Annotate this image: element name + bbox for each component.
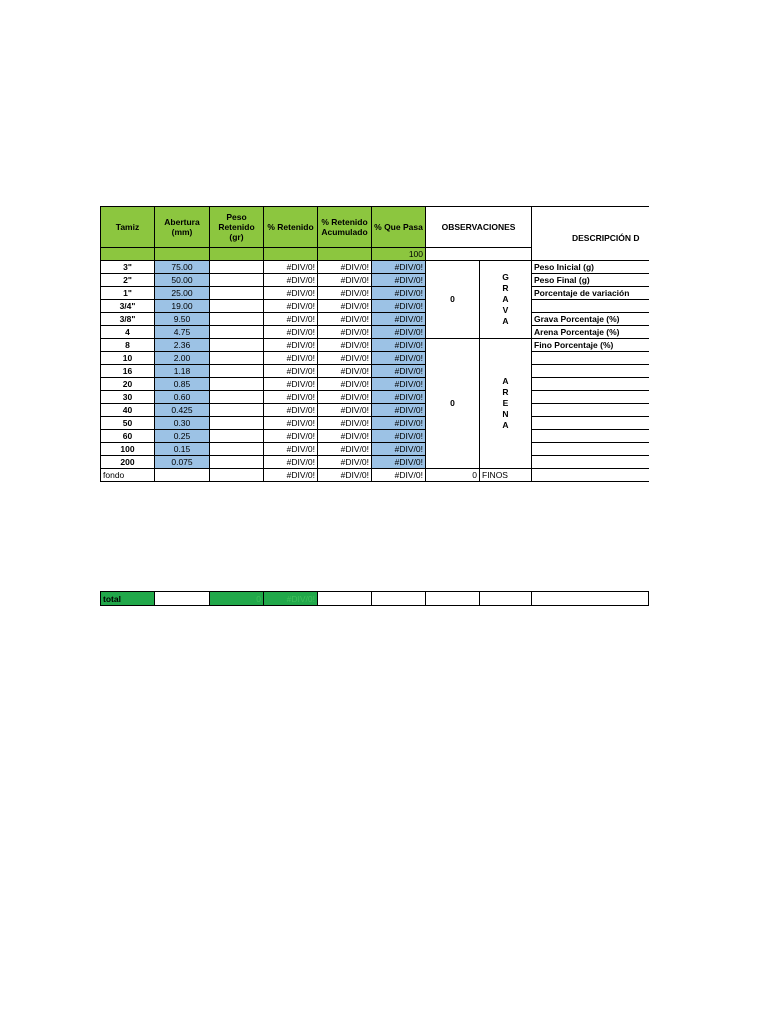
- pct-retenido-cell[interactable]: #DIV/0!: [264, 430, 318, 443]
- tamiz-cell[interactable]: 60: [101, 430, 155, 443]
- abertura-cell[interactable]: 0.30: [155, 417, 210, 430]
- peso-cell[interactable]: [210, 404, 264, 417]
- peso-cell[interactable]: [210, 287, 264, 300]
- pct-acumulado-cell[interactable]: #DIV/0!: [318, 417, 372, 430]
- cell[interactable]: [480, 592, 532, 606]
- grava-letter: G: [502, 272, 509, 282]
- peso-cell[interactable]: [210, 326, 264, 339]
- pct-acumulado-cell[interactable]: #DIV/0!: [318, 365, 372, 378]
- abertura-cell[interactable]: 19.00: [155, 300, 210, 313]
- tamiz-cell[interactable]: 20: [101, 378, 155, 391]
- cell[interactable]: [318, 248, 372, 261]
- abertura-cell[interactable]: 25.00: [155, 287, 210, 300]
- total-table: [100, 591, 649, 606]
- desc-cell[interactable]: Arena Porcentaje (%): [532, 326, 649, 339]
- pct-retenido-cell[interactable]: #DIV/0!: [264, 313, 318, 326]
- cell[interactable]: [155, 592, 210, 606]
- desc-cell[interactable]: Porcentaje de variación: [532, 287, 649, 300]
- tamiz-cell[interactable]: 8: [101, 339, 155, 352]
- pct-retenido-cell[interactable]: #DIV/0!: [264, 261, 318, 274]
- desc-cell[interactable]: Peso Inicial (g): [532, 261, 649, 274]
- pct-pasa-cell[interactable]: #DIV/0!: [372, 352, 426, 365]
- peso-cell[interactable]: [210, 378, 264, 391]
- header-tamiz[interactable]: Tamiz: [101, 207, 155, 248]
- arena-label: [480, 339, 532, 469]
- arena-letter: E: [502, 398, 509, 408]
- table-row: [101, 391, 649, 404]
- pct-acumulado-cell[interactable]: #DIV/0!: [318, 430, 372, 443]
- pct-retenido-cell[interactable]: #DIV/0!: [264, 352, 318, 365]
- desc-cell[interactable]: [532, 469, 649, 482]
- total-peso[interactable]: 0: [210, 592, 264, 606]
- header-peso-retenido[interactable]: Peso Retenido (gr): [210, 207, 264, 248]
- desc-cell[interactable]: [532, 443, 649, 456]
- desc-cell[interactable]: Peso Final (g): [532, 274, 649, 287]
- tamiz-cell[interactable]: 2": [101, 274, 155, 287]
- pct-acumulado-cell[interactable]: #DIV/0!: [318, 326, 372, 339]
- header-pct-que-pasa[interactable]: % Que Pasa: [372, 207, 426, 248]
- initial-pasa-cell[interactable]: 100: [372, 248, 426, 261]
- cell[interactable]: [532, 592, 649, 606]
- cell[interactable]: [101, 248, 155, 261]
- desc-cell[interactable]: [532, 378, 649, 391]
- pct-retenido-cell[interactable]: #DIV/0!: [264, 391, 318, 404]
- pct-retenido-cell[interactable]: #DIV/0!: [264, 443, 318, 456]
- pct-pasa-cell[interactable]: #DIV/0!: [372, 443, 426, 456]
- tamiz-cell[interactable]: 50: [101, 417, 155, 430]
- table-row: [101, 274, 649, 287]
- tamiz-cell[interactable]: 1": [101, 287, 155, 300]
- tamiz-cell[interactable]: 100: [101, 443, 155, 456]
- peso-cell[interactable]: [210, 261, 264, 274]
- pct-pasa-cell[interactable]: #DIV/0!: [372, 378, 426, 391]
- abertura-cell[interactable]: 0.425: [155, 404, 210, 417]
- pct-pasa-cell[interactable]: #DIV/0!: [372, 339, 426, 352]
- pct-pasa-cell[interactable]: #DIV/0!: [372, 365, 426, 378]
- cell[interactable]: [426, 592, 480, 606]
- tamiz-cell[interactable]: 3/4": [101, 300, 155, 313]
- desc-cell[interactable]: [532, 352, 649, 365]
- pct-retenido-cell[interactable]: #DIV/0!: [264, 326, 318, 339]
- tamiz-cell[interactable]: 3": [101, 261, 155, 274]
- desc-cell[interactable]: [532, 300, 649, 313]
- desc-cell[interactable]: [532, 365, 649, 378]
- pct-pasa-cell[interactable]: #DIV/0!: [372, 404, 426, 417]
- peso-cell[interactable]: [210, 365, 264, 378]
- pct-retenido-cell[interactable]: #DIV/0!: [264, 339, 318, 352]
- pct-acumulado-cell[interactable]: #DIV/0!: [318, 404, 372, 417]
- table-row: [101, 352, 649, 365]
- pct-retenido-cell[interactable]: #DIV/0!: [264, 456, 318, 469]
- pct-acumulado-cell[interactable]: #DIV/0!: [318, 378, 372, 391]
- desc-cell[interactable]: [532, 404, 649, 417]
- table-row: [101, 378, 649, 391]
- cell[interactable]: [372, 592, 426, 606]
- pct-retenido-cell[interactable]: #DIV/0!: [264, 417, 318, 430]
- cell[interactable]: [264, 248, 318, 261]
- pct-acumulado-cell[interactable]: #DIV/0!: [318, 391, 372, 404]
- pct-acumulado-cell[interactable]: #DIV/0!: [318, 313, 372, 326]
- peso-cell[interactable]: [210, 430, 264, 443]
- abertura-cell[interactable]: 0.60: [155, 391, 210, 404]
- pct-pasa-cell[interactable]: #DIV/0!: [372, 313, 426, 326]
- cell[interactable]: [155, 248, 210, 261]
- grava-letter: V: [502, 305, 509, 315]
- header-abertura[interactable]: Abertura (mm): [155, 207, 210, 248]
- peso-cell[interactable]: [210, 313, 264, 326]
- pct-pasa-cell[interactable]: #DIV/0!: [372, 417, 426, 430]
- cell[interactable]: [426, 248, 532, 261]
- abertura-cell[interactable]: 75.00: [155, 261, 210, 274]
- grava-letter: A: [502, 316, 509, 326]
- pct-pasa-cell[interactable]: #DIV/0!: [372, 274, 426, 287]
- peso-cell[interactable]: [210, 300, 264, 313]
- desc-cell[interactable]: [532, 391, 649, 404]
- header-descripcion[interactable]: DESCRIPCIÓN D: [532, 207, 649, 261]
- tamiz-cell[interactable]: 30: [101, 391, 155, 404]
- desc-cell[interactable]: [532, 417, 649, 430]
- grava-obs-value[interactable]: 0: [426, 261, 480, 339]
- abertura-cell[interactable]: 2.00: [155, 352, 210, 365]
- tamiz-cell[interactable]: 10: [101, 352, 155, 365]
- pct-pasa-cell[interactable]: #DIV/0!: [372, 287, 426, 300]
- table-row: [101, 326, 649, 339]
- table-row: [101, 430, 649, 443]
- arena-letter: R: [502, 387, 509, 397]
- fondo-tipo[interactable]: FINOS: [480, 469, 532, 482]
- pct-retenido-cell[interactable]: #DIV/0!: [264, 300, 318, 313]
- pct-acumulado-cell[interactable]: #DIV/0!: [318, 261, 372, 274]
- grava-label: [480, 261, 532, 339]
- pct-retenido-cell[interactable]: #DIV/0!: [264, 378, 318, 391]
- total-pct[interactable]: #DIV/0!: [264, 592, 318, 606]
- tamiz-cell[interactable]: 3/8": [101, 313, 155, 326]
- arena-letter: N: [502, 409, 509, 419]
- peso-cell[interactable]: [210, 443, 264, 456]
- header-observaciones[interactable]: OBSERVACIONES: [426, 207, 532, 248]
- pct-acumulado-cell[interactable]: #DIV/0!: [318, 339, 372, 352]
- pct-retenido-cell[interactable]: #DIV/0!: [264, 365, 318, 378]
- table-row: [101, 365, 649, 378]
- fondo-row: [101, 469, 649, 482]
- arena-letter: A: [502, 376, 509, 386]
- sieve-table: [100, 206, 649, 482]
- table-row: [101, 417, 649, 430]
- abertura-cell[interactable]: 1.18: [155, 365, 210, 378]
- pct-pasa-cell[interactable]: #DIV/0!: [372, 456, 426, 469]
- pct-acumulado-cell[interactable]: #DIV/0!: [318, 456, 372, 469]
- abertura-cell[interactable]: 4.75: [155, 326, 210, 339]
- fondo-pct-pasa[interactable]: #DIV/0!: [372, 469, 426, 482]
- pct-pasa-cell[interactable]: #DIV/0!: [372, 391, 426, 404]
- pct-pasa-cell[interactable]: #DIV/0!: [372, 430, 426, 443]
- tamiz-cell[interactable]: 16: [101, 365, 155, 378]
- table-row: [101, 404, 649, 417]
- peso-cell[interactable]: [210, 339, 264, 352]
- cell[interactable]: [155, 469, 210, 482]
- cell[interactable]: [210, 469, 264, 482]
- table-row: [101, 313, 649, 326]
- pct-acumulado-cell[interactable]: #DIV/0!: [318, 274, 372, 287]
- grava-letter: A: [502, 294, 509, 304]
- pct-acumulado-cell[interactable]: #DIV/0!: [318, 352, 372, 365]
- desc-cell[interactable]: Fino Porcentaje (%): [532, 339, 649, 352]
- abertura-cell[interactable]: 2.36: [155, 339, 210, 352]
- pct-pasa-cell[interactable]: #DIV/0!: [372, 261, 426, 274]
- fondo-obs-value[interactable]: 0: [426, 469, 480, 482]
- table-row: [101, 339, 649, 352]
- table-row: [101, 261, 649, 274]
- peso-cell[interactable]: [210, 274, 264, 287]
- fondo-pct-retenido[interactable]: #DIV/0!: [264, 469, 318, 482]
- pct-pasa-cell[interactable]: #DIV/0!: [372, 326, 426, 339]
- desc-cell[interactable]: [532, 456, 649, 469]
- tamiz-cell[interactable]: 200: [101, 456, 155, 469]
- cell[interactable]: [318, 592, 372, 606]
- pct-retenido-cell[interactable]: #DIV/0!: [264, 287, 318, 300]
- table-row: [101, 300, 649, 313]
- table-row: [101, 456, 649, 469]
- header-pct-retenido[interactable]: % Retenido: [264, 207, 318, 248]
- fondo-pct-acumulado[interactable]: #DIV/0!: [318, 469, 372, 482]
- peso-cell[interactable]: [210, 391, 264, 404]
- pct-retenido-cell[interactable]: #DIV/0!: [264, 404, 318, 417]
- pct-acumulado-cell[interactable]: #DIV/0!: [318, 443, 372, 456]
- abertura-cell[interactable]: 0.25: [155, 430, 210, 443]
- pct-acumulado-cell[interactable]: #DIV/0!: [318, 300, 372, 313]
- pct-acumulado-cell[interactable]: #DIV/0!: [318, 287, 372, 300]
- abertura-cell[interactable]: 0.15: [155, 443, 210, 456]
- header-row: [101, 207, 649, 248]
- total-section: [100, 591, 649, 606]
- table-row: [101, 443, 649, 456]
- desc-cell[interactable]: Grava Porcentaje (%): [532, 313, 649, 326]
- header-pct-retenido-acumulado[interactable]: % Retenido Acumulado: [318, 207, 372, 248]
- arena-letter: A: [502, 420, 509, 430]
- pct-retenido-cell[interactable]: #DIV/0!: [264, 274, 318, 287]
- peso-cell[interactable]: [210, 417, 264, 430]
- abertura-cell[interactable]: 0.075: [155, 456, 210, 469]
- abertura-cell[interactable]: 0.85: [155, 378, 210, 391]
- grava-letter: R: [502, 283, 509, 293]
- granulometry-sheet: [100, 206, 648, 482]
- abertura-cell[interactable]: 50.00: [155, 274, 210, 287]
- fondo-label[interactable]: fondo: [101, 469, 155, 482]
- arena-obs-value[interactable]: 0: [426, 339, 480, 469]
- desc-cell[interactable]: [532, 430, 649, 443]
- tamiz-cell[interactable]: 40: [101, 404, 155, 417]
- tamiz-cell[interactable]: 4: [101, 326, 155, 339]
- peso-cell[interactable]: [210, 456, 264, 469]
- total-label[interactable]: total: [101, 592, 155, 606]
- abertura-cell[interactable]: 9.50: [155, 313, 210, 326]
- table-row: [101, 287, 649, 300]
- pct-pasa-cell[interactable]: #DIV/0!: [372, 300, 426, 313]
- total-row: [101, 592, 649, 606]
- cell[interactable]: [210, 248, 264, 261]
- peso-cell[interactable]: [210, 352, 264, 365]
